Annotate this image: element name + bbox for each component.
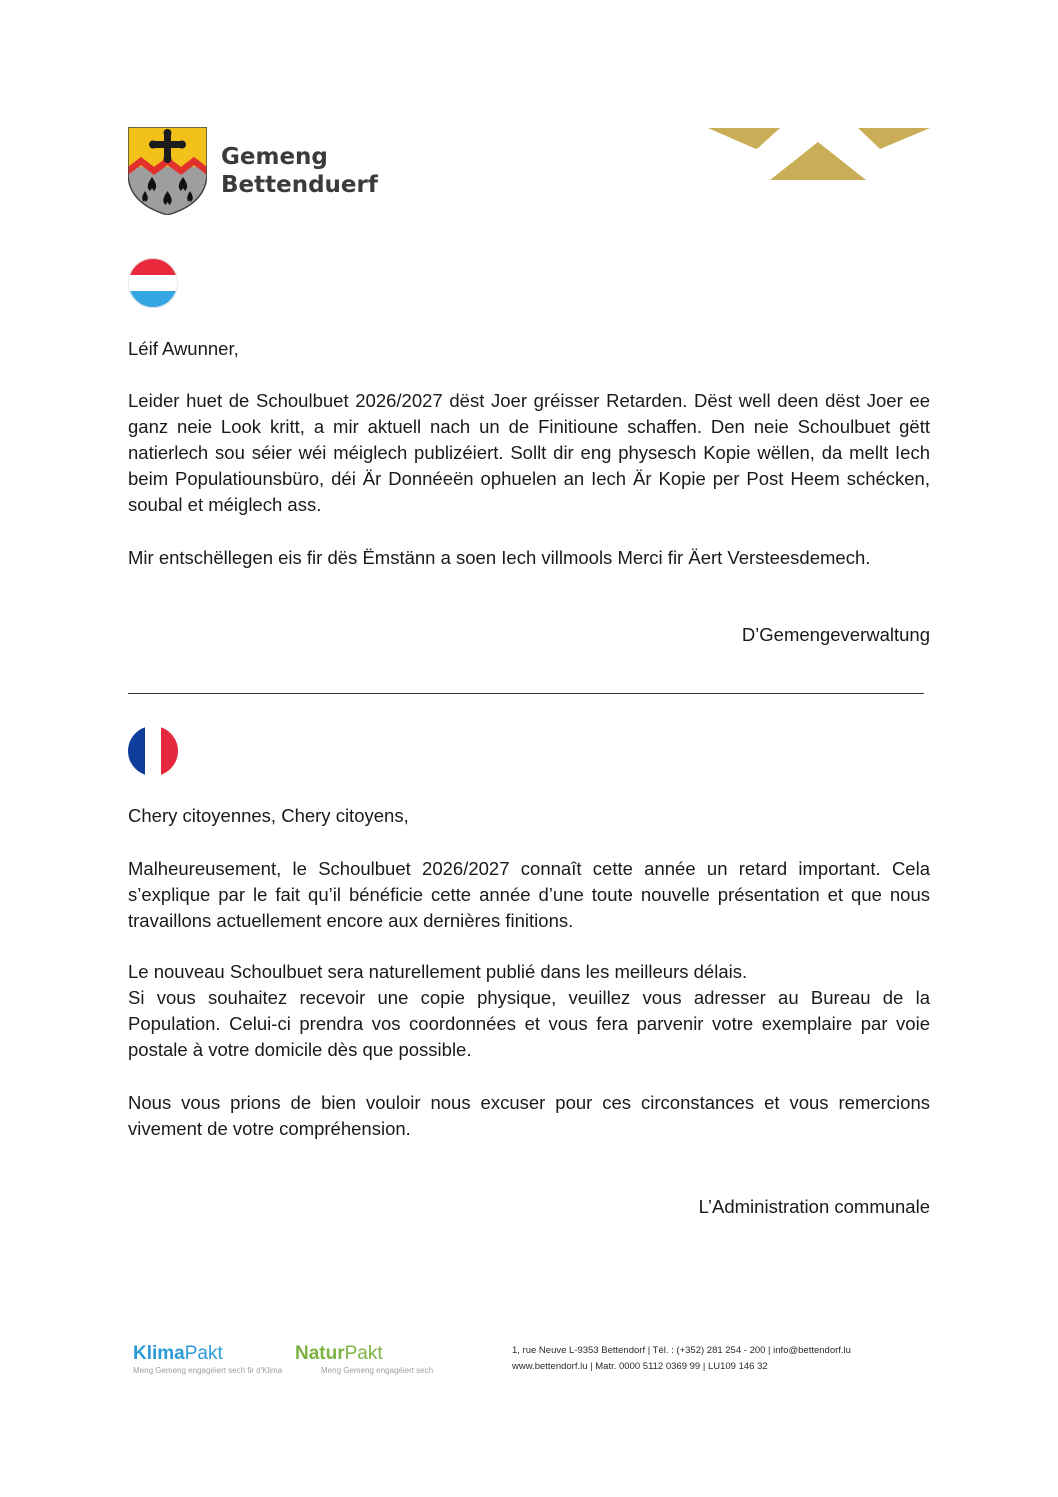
- lb-paragraph-1: Leider huet de Schoulbuet 2026/2027 dëst Joer gréisser Retarden. Dëst well deen dëst Joer ee ganz neie Look kritt, a mir aktuell nach un de Finitioune schaffen. Den neie Schoulbuet gëtt natierlech sou séier wéi méiglech publizéiert. Sollt dir eng physesch Kopie wëllen, da mellt Iech beim Populatiounsbüro, déi Är Donnéeën ophuelen an Iech Är Kopie per Post Heem schécken, soubal et méiglech ass.: [128, 390, 930, 515]
- gold-chevron-logo: [708, 128, 930, 180]
- lb-signature: D’Gemengeverwaltung: [741, 624, 930, 645]
- lb-greeting: Léif Awunner,: [128, 338, 239, 359]
- municipality-name-line1: Gemeng: [221, 144, 328, 170]
- france-flag-icon: [128, 726, 178, 776]
- municipality-name-line2: Bettenduerf: [221, 172, 378, 198]
- naturpakt-name-part2: Pakt: [344, 1343, 383, 1364]
- naturpakt-tagline: Meng Gemeng engagéiert sech: [321, 1366, 434, 1375]
- klimapakt-name-part2: Pakt: [184, 1343, 223, 1364]
- footer-contact-line-1: 1, rue Neuve L-9353 Bettendorf | Tél. : (+352) 281 254 - 200 | info@bettendorf.lu: [512, 1345, 851, 1356]
- fr-paragraph-2-line-2: Si vous souhaitez recevoir une copie physique, veuillez vous adresser au Bureau de la Population. Celui-ci prendra vos coordonnées et vous fera parvenir votre exemplaire par voie postale à votre domicile dès que possible.: [128, 987, 930, 1060]
- footer-contact-line-2: www.bettendorf.lu | Matr. 0000 5112 0369 99 | LU109 146 32: [512, 1361, 768, 1372]
- fr-paragraph-3: Nous vous prions de bien vouloir nous excuser pour ces circonstances et vous remercions vivement de votre compréhension.: [128, 1092, 930, 1139]
- municipality-brand: [128, 127, 378, 215]
- fr-paragraph-2: [128, 959, 930, 1063]
- fr-signature: L’Administration communale: [698, 1196, 930, 1217]
- klimapakt-tagline: Meng Gemeng engagéiert sech fir d'Klima: [133, 1366, 283, 1375]
- coat-of-arms-icon: [128, 127, 207, 215]
- footer-contact: [512, 1343, 851, 1375]
- naturpakt-name-part1: Natur: [295, 1343, 345, 1364]
- klimapakt-logo: [133, 1342, 282, 1376]
- fr-greeting: Chery citoyennes, Chery citoyens,: [128, 805, 409, 826]
- luxembourg-flag-icon: [128, 258, 178, 308]
- fr-paragraph-1: Malheureusement, le Schoulbuet 2026/2027 connaît cette année un retard important. Cela s’explique par le fait qu’il bénéficie cette année d’une toute nouvelle présentation et que nous travaillons actuellement encore aux dernières finitions.: [128, 858, 930, 931]
- section-separator: [128, 693, 924, 694]
- lb-paragraph-2: Mir entschëllegen eis fir dës Ëmstänn a soen Iech villmools Merci fir Äert Versteesdemech.: [128, 547, 871, 568]
- municipality-name: [221, 143, 378, 199]
- fr-paragraph-2-line-1: Le nouveau Schoulbuet sera naturellement publié dans les meilleurs délais.: [128, 961, 748, 982]
- naturpakt-logo: [295, 1342, 433, 1376]
- klimapakt-name-part1: Klima: [133, 1343, 185, 1364]
